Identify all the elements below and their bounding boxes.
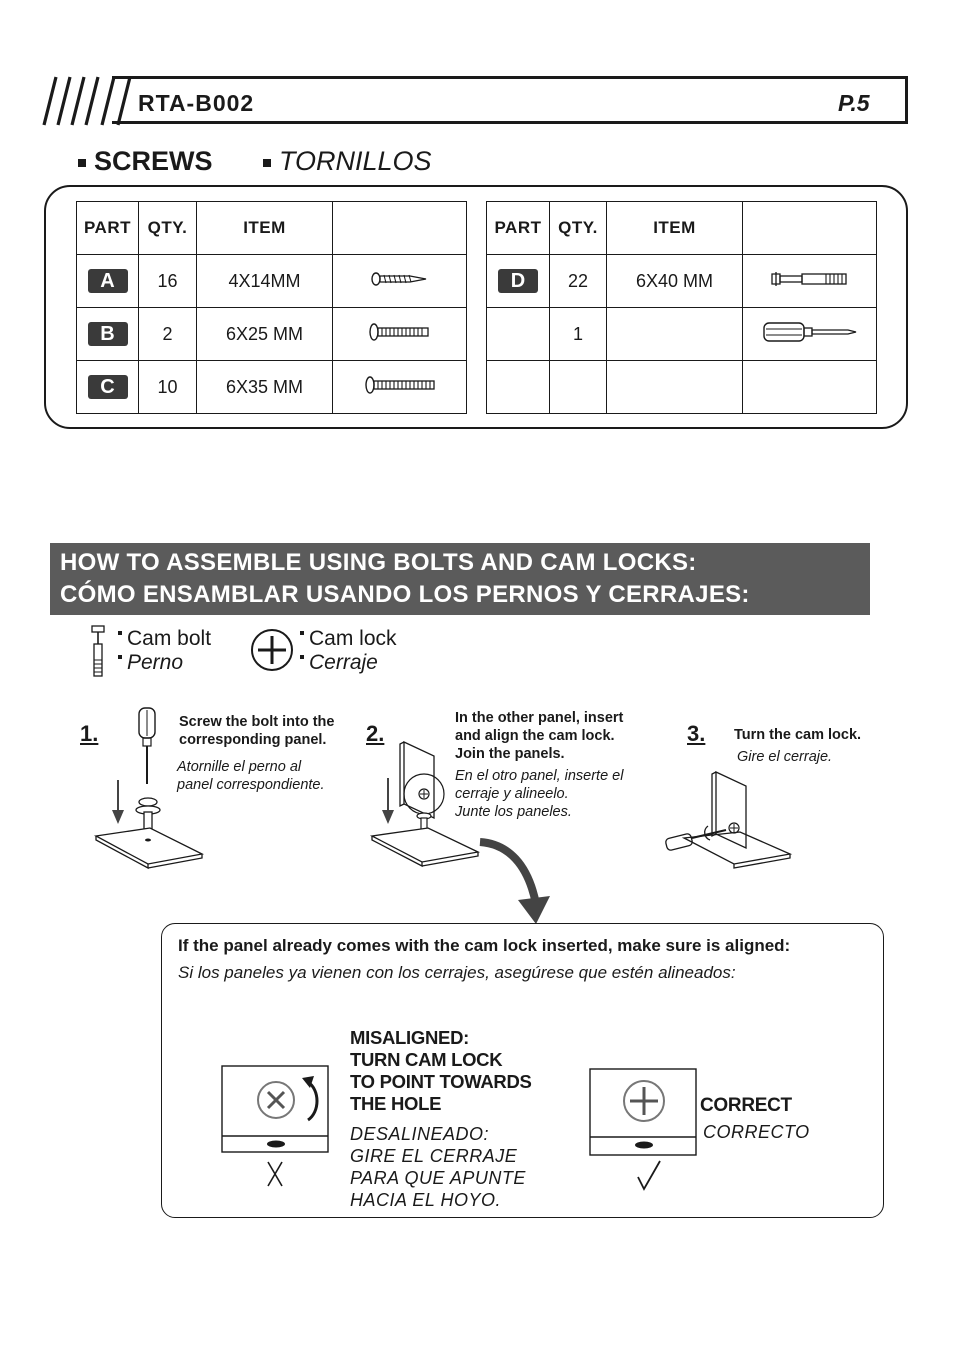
correct-text-en: CORRECT — [700, 1095, 792, 1116]
banner-line-en: HOW TO ASSEMBLE USING BOLTS AND CAM LOCKS: — [60, 549, 697, 576]
part-item: 6X40 MM — [607, 255, 743, 308]
step-3-text-en: Turn the cam lock. — [734, 727, 862, 743]
part-badge: C — [88, 375, 128, 399]
assembly-banner — [50, 543, 870, 615]
note-text-en: If the panel already comes with the cam lock inserted, make sure is aligned: — [178, 936, 791, 955]
part-badge: A — [88, 269, 128, 293]
step-2-number: 2. — [366, 721, 385, 746]
misaligned-text-es: DESALINEADO: GIRE EL CERRAJE PARA QUE APUNTE HACIA EL HOYO. — [350, 1124, 526, 1210]
step-1-illustration — [90, 704, 240, 874]
part-qty: 1 — [550, 308, 607, 361]
table-row — [487, 308, 877, 361]
banner-line-es: CÓMO ENSAMBLAR USANDO LOS PERNOS Y CERRAJES: — [60, 581, 750, 608]
part-qty: 10 — [139, 361, 197, 414]
part-qty: 16 — [139, 255, 197, 308]
screws-title: SCREWS — [78, 146, 213, 177]
header-image — [333, 202, 467, 255]
step-2-text-es: En el otro panel, inserte el cerraje y alineelo. Junte los paneles. — [455, 768, 624, 820]
tornillos-title: TORNILLOS — [263, 146, 432, 177]
part-item — [607, 308, 743, 361]
part-qty: 22 — [550, 255, 607, 308]
table-row — [487, 255, 877, 308]
header-part: PART — [77, 202, 139, 255]
table-row — [77, 361, 467, 414]
cam-lock-legend-icon — [250, 628, 294, 672]
table-row — [77, 308, 467, 361]
part-label — [487, 361, 550, 414]
header-qty: QTY. — [139, 202, 197, 255]
step-1-text-en: Screw the bolt into the corresponding panel. — [179, 714, 335, 748]
cam-lock-legend: Cam lock Cerraje — [300, 627, 397, 675]
cam-bolt-icon — [743, 255, 877, 308]
part-item: 6X25 MM — [197, 308, 333, 361]
header-part: PART — [487, 202, 550, 255]
cam-bolt-long-icon — [333, 361, 467, 414]
cam-bolt-short-icon — [333, 308, 467, 361]
header-qty: QTY. — [550, 202, 607, 255]
part-label — [487, 308, 550, 361]
part-item — [607, 361, 743, 414]
step-3-illustration — [660, 766, 800, 870]
part-qty — [550, 361, 607, 414]
header-item: ITEM — [607, 202, 743, 255]
table-header-row — [487, 202, 877, 255]
table-row — [487, 361, 877, 414]
part-badge: B — [88, 322, 128, 346]
step-2-text-en: In the other panel, insert and align the cam lock. Join the panels. — [455, 710, 624, 762]
model-number: RTA-B002 — [138, 90, 255, 116]
cam-bolt-legend: Cam bolt Perno — [118, 627, 211, 675]
curved-arrow-icon — [478, 836, 558, 928]
page-number: P.5 — [838, 90, 870, 116]
screwdriver-icon — [743, 308, 877, 361]
note-text-es: Si los paneles ya vienen con los cerrajes, asegúrese que estén alineados: — [178, 963, 736, 982]
wood-screw-icon — [333, 255, 467, 308]
correct-text-es: CORRECTO — [703, 1122, 810, 1142]
empty-cell — [743, 361, 877, 414]
part-item: 4X14MM — [197, 255, 333, 308]
parts-table-left — [76, 201, 467, 414]
step-3-number: 3. — [687, 721, 706, 746]
table-row — [77, 255, 467, 308]
parts-table-right — [486, 201, 877, 414]
step-3-text-es: Gire el cerraje. — [737, 749, 833, 765]
step-1-number: 1. — [80, 721, 99, 746]
correct-diagram — [588, 1067, 700, 1195]
misaligned-text-en: MISALIGNED: TURN CAM LOCK TO POINT TOWARDS THE HOLE — [350, 1027, 532, 1114]
part-item: 6X35 MM — [197, 361, 333, 414]
misaligned-diagram — [220, 1064, 332, 1192]
table-header-row — [77, 202, 467, 255]
part-qty: 2 — [139, 308, 197, 361]
part-badge: D — [498, 269, 538, 293]
header-image — [743, 202, 877, 255]
header-item: ITEM — [197, 202, 333, 255]
cam-bolt-legend-icon — [88, 624, 110, 678]
step-1-text-es: Atornille el perno al panel correspondiente. — [177, 759, 325, 793]
